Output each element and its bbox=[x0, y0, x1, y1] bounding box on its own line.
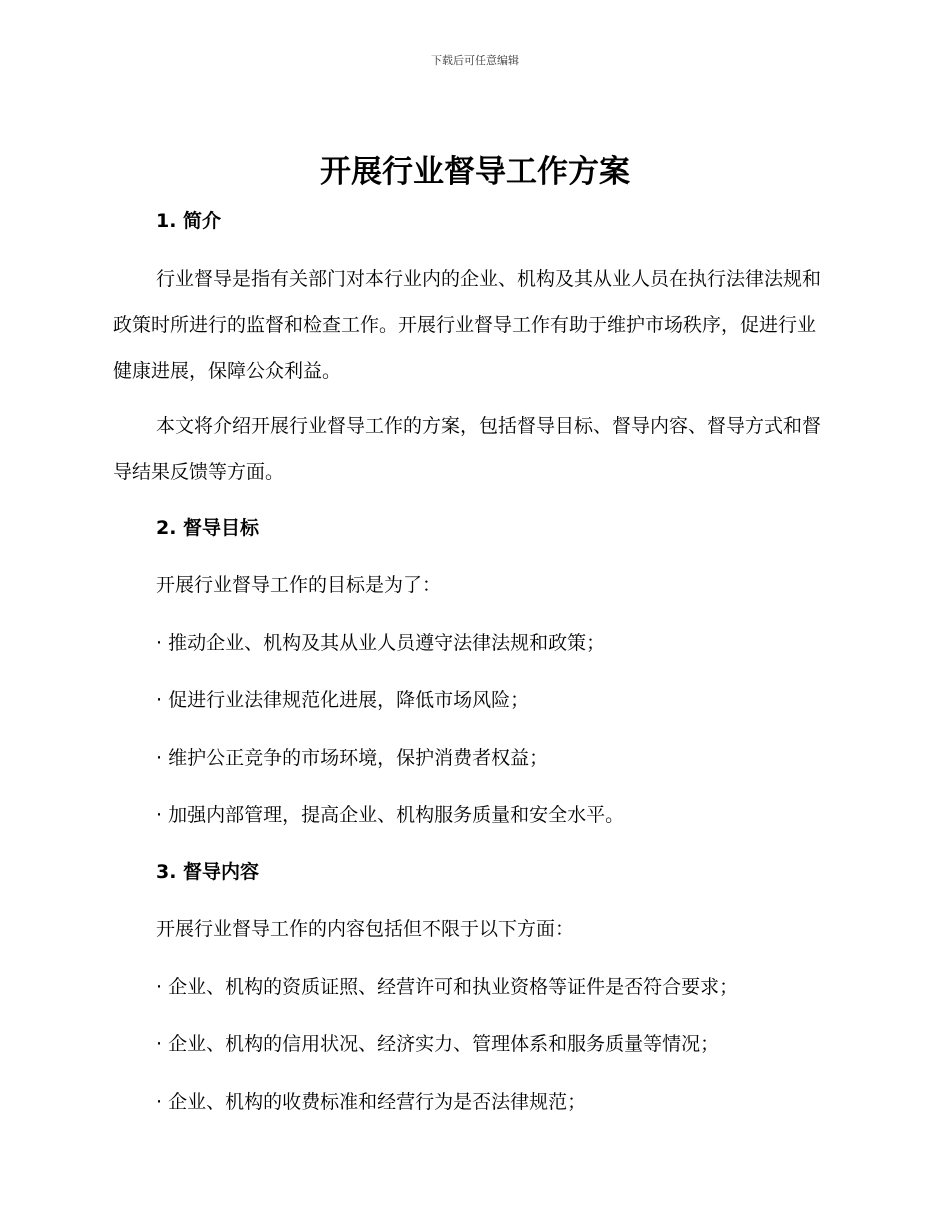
section-2-heading: 2. 督导目标 bbox=[156, 517, 260, 539]
section-3-bullet-3: · 企业、机构的收费标准和经营行为是否法律规范； bbox=[156, 1091, 587, 1113]
section-1-paragraph-2: 本文将介绍开展行业督导工作的方案，包括督导目标、督导内容、督导方式和督导结果反馈等方面。 bbox=[113, 415, 822, 483]
section-3-intro: 开展行业督导工作的内容包括但不限于以下方面： bbox=[156, 918, 575, 940]
section-2-bullet-1: · 推动企业、机构及其从业人员遵守法律法规和政策； bbox=[156, 632, 606, 654]
page-header-note: 下载后可任意编辑 bbox=[431, 54, 519, 67]
section-2-bullet-4: · 加强内部管理，提高企业、机构服务质量和安全水平。 bbox=[156, 804, 625, 826]
section-3-heading: 3. 督导内容 bbox=[156, 861, 260, 883]
document-title: 开展行业督导工作方案 bbox=[320, 154, 630, 190]
section-1-paragraph-1: 行业督导是指有关部门对本行业内的企业、机构及其从业人员在执行法律法规和政策时所进行的监督和检查工作。开展行业督导工作有助于维护市场秩序，促进行业健康进展，保障公众利益。 bbox=[113, 268, 822, 382]
section-3-bullet-1: · 企业、机构的资质证照、经营许可和执业资格等证件是否符合要求； bbox=[156, 976, 739, 998]
section-2-bullet-2: · 促进行业法律规范化进展，降低市场风险； bbox=[156, 689, 530, 711]
section-3-bullet-2: · 企业、机构的信用状况、经济实力、管理体系和服务质量等情况； bbox=[156, 1033, 720, 1055]
section-1-heading: 1. 简介 bbox=[156, 210, 222, 232]
section-2-bullet-3: · 维护公正竞争的市场环境，保护消费者权益； bbox=[156, 747, 549, 769]
section-2-intro: 开展行业督导工作的目标是为了： bbox=[156, 574, 442, 596]
